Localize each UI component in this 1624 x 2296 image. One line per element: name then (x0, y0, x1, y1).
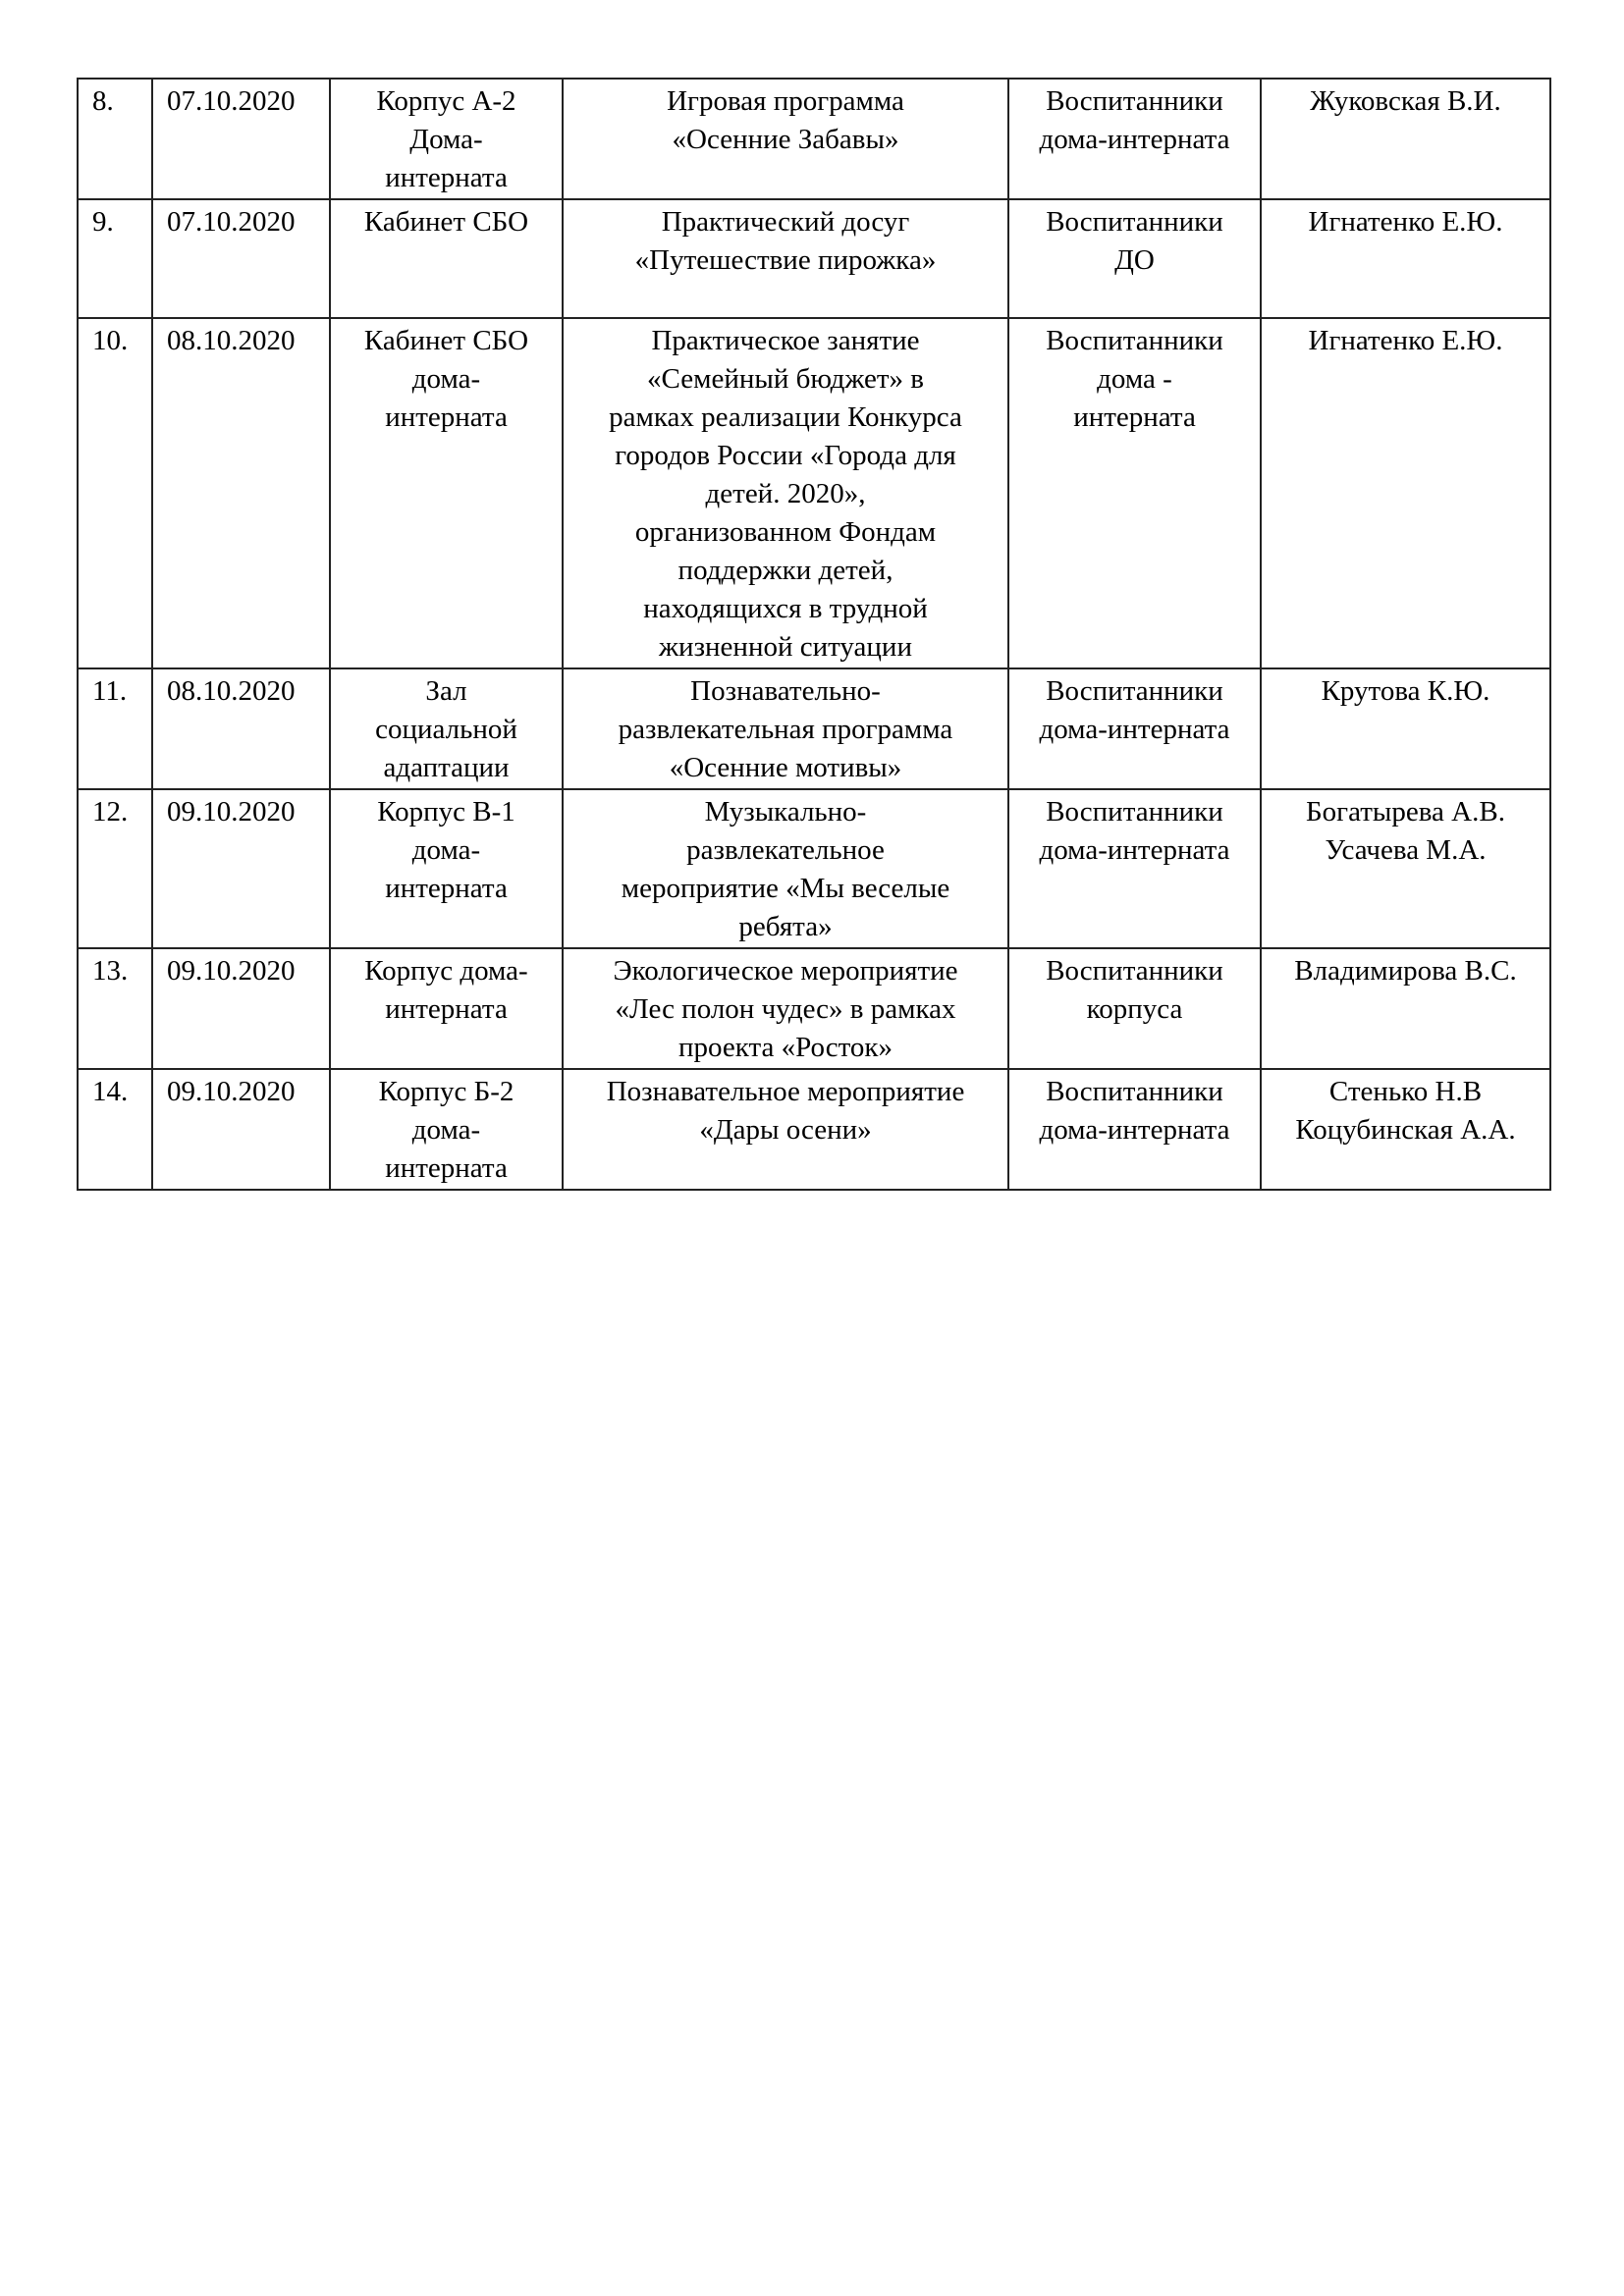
cell-date: 08.10.2020 (152, 318, 330, 668)
cell-participants-line: дома-интерната (1039, 834, 1230, 866)
cell-event (563, 668, 1008, 789)
cell-participants-line: Воспитанники (1046, 325, 1223, 356)
cell-responsible (1261, 668, 1550, 789)
cell-place-line: адаптации (383, 752, 510, 783)
cell-participants-line: Воспитанники (1046, 955, 1223, 987)
events-table-body (78, 79, 1550, 1190)
cell-event-line: развлекательное (686, 834, 885, 866)
cell-event-line: «Путешествие пирожка» (634, 244, 937, 276)
cell-event-line: «Осенние мотивы» (669, 752, 902, 783)
cell-event-line: ребята» (738, 911, 833, 942)
cell-place-line: Дома- (409, 124, 483, 155)
cell-participants (1008, 79, 1261, 199)
cell-place-line: дома- (411, 1114, 481, 1146)
cell-responsible-line: Усачева М.А. (1325, 834, 1487, 866)
cell-place-line: Кабинет СБО (363, 325, 529, 356)
cell-place-line: дома- (411, 363, 481, 395)
cell-responsible-line: Коцубинская А.А. (1295, 1114, 1516, 1146)
cell-participants-line: дома - (1097, 363, 1172, 395)
cell-number: 14. (78, 1069, 152, 1190)
cell-event-line: «Семейный бюджет» в (647, 363, 924, 395)
table-row (78, 789, 1550, 948)
table-row (78, 318, 1550, 668)
cell-responsible (1261, 318, 1550, 668)
cell-event (563, 1069, 1008, 1190)
cell-place-line: Корпус А-2 (376, 85, 516, 117)
cell-responsible (1261, 1069, 1550, 1190)
cell-place-line: интерната (385, 1152, 508, 1184)
cell-place (330, 79, 563, 199)
cell-participants-line: Воспитанники (1046, 1076, 1223, 1107)
table-row (78, 199, 1550, 318)
cell-place-line: интерната (385, 993, 508, 1025)
cell-event-line: проекта «Росток» (678, 1032, 893, 1063)
cell-participants (1008, 789, 1261, 948)
cell-event (563, 79, 1008, 199)
cell-participants (1008, 318, 1261, 668)
cell-place-line: интерната (385, 873, 508, 904)
cell-event-line: Познавательное мероприятие (606, 1076, 965, 1107)
cell-responsible (1261, 948, 1550, 1069)
cell-place (330, 948, 563, 1069)
cell-participants-line: Воспитанники (1046, 206, 1223, 238)
cell-event (563, 948, 1008, 1069)
table-row (78, 1069, 1550, 1190)
cell-responsible-line: Жуковская В.И. (1310, 85, 1501, 117)
cell-event-line: рамках реализации Конкурса (609, 401, 962, 433)
cell-participants (1008, 1069, 1261, 1190)
cell-place-line: Кабинет СБО (363, 206, 529, 238)
cell-place (330, 668, 563, 789)
cell-event (563, 318, 1008, 668)
cell-place-line: Корпус дома- (364, 955, 528, 987)
cell-responsible (1261, 199, 1550, 318)
cell-date: 09.10.2020 (152, 948, 330, 1069)
cell-place (330, 789, 563, 948)
cell-event-line: жизненной ситуации (659, 631, 912, 663)
cell-date: 08.10.2020 (152, 668, 330, 789)
cell-event-line: детей. 2020», (705, 478, 866, 509)
cell-place-line: Корпус В-1 (377, 796, 515, 828)
cell-participants-line: дома-интерната (1039, 124, 1230, 155)
cell-event (563, 199, 1008, 318)
cell-event-line: поддержки детей, (677, 555, 893, 586)
cell-number: 11. (78, 668, 152, 789)
cell-event-line: Познавательно- (690, 675, 881, 707)
cell-event-line: Музыкально- (704, 796, 867, 828)
cell-date: 07.10.2020 (152, 199, 330, 318)
cell-responsible-line: Владимирова В.С. (1294, 955, 1517, 987)
cell-place-line: дома- (411, 834, 481, 866)
table-row (78, 668, 1550, 789)
cell-responsible-line: Крутова К.Ю. (1321, 675, 1490, 707)
cell-event-line: «Осенние Забавы» (672, 124, 899, 155)
cell-number: 10. (78, 318, 152, 668)
table-row (78, 79, 1550, 199)
cell-number: 9. (78, 199, 152, 318)
cell-place-line: Зал (425, 675, 467, 707)
table-row (78, 948, 1550, 1069)
cell-responsible-line: Богатырева А.В. (1306, 796, 1505, 828)
cell-responsible (1261, 79, 1550, 199)
cell-participants-line: интерната (1073, 401, 1196, 433)
cell-participants-line: ДО (1114, 244, 1155, 276)
cell-participants (1008, 948, 1261, 1069)
cell-event-line: Практический досуг (661, 206, 910, 238)
cell-participants (1008, 668, 1261, 789)
cell-event-line: «Лес полон чудес» в рамках (615, 993, 956, 1025)
cell-participants-line: корпуса (1086, 993, 1183, 1025)
cell-event-line: Экологическое мероприятие (613, 955, 958, 987)
cell-date: 09.10.2020 (152, 789, 330, 948)
cell-event-line: находящихся в трудной (643, 593, 928, 624)
cell-participants-line: дома-интерната (1039, 714, 1230, 745)
cell-number: 8. (78, 79, 152, 199)
cell-responsible-line: Стенько Н.В (1328, 1076, 1483, 1107)
cell-event-line: Практическое занятие (651, 325, 920, 356)
cell-place-line: Корпус Б-2 (378, 1076, 514, 1107)
cell-event-line: Игровая программа (667, 85, 904, 117)
cell-participants-line: Воспитанники (1046, 796, 1223, 828)
cell-event-line: мероприятие «Мы веселые (621, 873, 950, 904)
cell-place-line: социальной (375, 714, 517, 745)
cell-responsible (1261, 789, 1550, 948)
cell-number: 12. (78, 789, 152, 948)
cell-event-line: «Дары осени» (699, 1114, 872, 1146)
cell-place (330, 318, 563, 668)
cell-participants-line: дома-интерната (1039, 1114, 1230, 1146)
cell-place-line: интерната (385, 401, 508, 433)
cell-participants-line: Воспитанники (1046, 675, 1223, 707)
cell-event-line: городов России «Города для (615, 440, 956, 471)
events-table (77, 78, 1551, 1191)
cell-place (330, 199, 563, 318)
cell-place (330, 1069, 563, 1190)
cell-date: 09.10.2020 (152, 1069, 330, 1190)
cell-event-line: организованном Фондам (634, 516, 937, 548)
cell-responsible-line: Игнатенко Е.Ю. (1308, 325, 1503, 356)
cell-responsible-line: Игнатенко Е.Ю. (1308, 206, 1503, 238)
cell-participants-line: Воспитанники (1046, 85, 1223, 117)
cell-place-line: интерната (385, 162, 508, 193)
cell-date: 07.10.2020 (152, 79, 330, 199)
cell-number: 13. (78, 948, 152, 1069)
cell-event-line: развлекательная программа (618, 714, 953, 745)
cell-participants (1008, 199, 1261, 318)
cell-event (563, 789, 1008, 948)
